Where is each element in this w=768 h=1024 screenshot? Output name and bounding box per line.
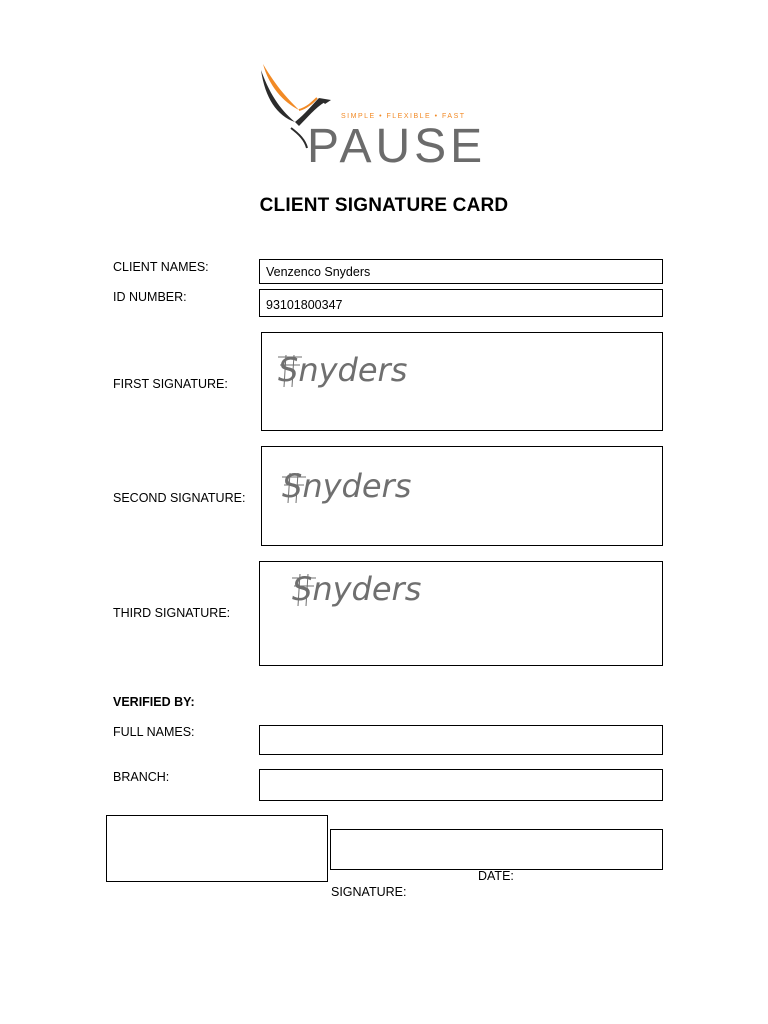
verifier-signature-box[interactable] [106, 815, 328, 882]
id-number-value: 93101800347 [266, 298, 343, 312]
date-label: DATE: [478, 869, 514, 883]
bird-logo-icon [255, 58, 485, 173]
third-signature-label: THIRD SIGNATURE: [113, 606, 231, 620]
branch-field[interactable] [259, 769, 663, 801]
second-signature-image [278, 463, 458, 513]
client-names-label: CLIENT NAMES: [113, 260, 209, 274]
first-signature-box[interactable] [261, 332, 663, 431]
first-signature-image [274, 347, 454, 397]
verified-by-heading: VERIFIED BY: [113, 695, 195, 709]
page-title: CLIENT SIGNATURE CARD [259, 195, 509, 216]
second-signature-text: Snyders [282, 467, 412, 505]
third-signature-text: Snyders [292, 570, 422, 608]
third-signature-image [288, 566, 468, 616]
date-field[interactable] [330, 829, 663, 870]
second-signature-label: SECOND SIGNATURE: [113, 491, 246, 505]
id-number-label: ID NUMBER: [113, 290, 187, 304]
first-signature-text: Snyders [278, 351, 408, 389]
client-names-value: Venzenco Snyders [266, 265, 371, 279]
second-signature-box[interactable] [261, 446, 663, 546]
client-names-field[interactable] [259, 259, 663, 284]
first-signature-label: FIRST SIGNATURE: [113, 377, 228, 391]
branch-label: BRANCH: [113, 770, 170, 784]
signature-label: SIGNATURE: [331, 885, 407, 899]
pause-logo [255, 58, 485, 173]
logo-brand: PAUSE [307, 120, 485, 173]
full-names-label: FULL NAMES: [113, 725, 195, 739]
full-names-field[interactable] [259, 725, 663, 755]
third-signature-box[interactable] [259, 561, 663, 666]
logo-tagline: SIMPLE • FLEXIBLE • FAST [341, 113, 466, 120]
id-number-field[interactable] [259, 289, 663, 317]
